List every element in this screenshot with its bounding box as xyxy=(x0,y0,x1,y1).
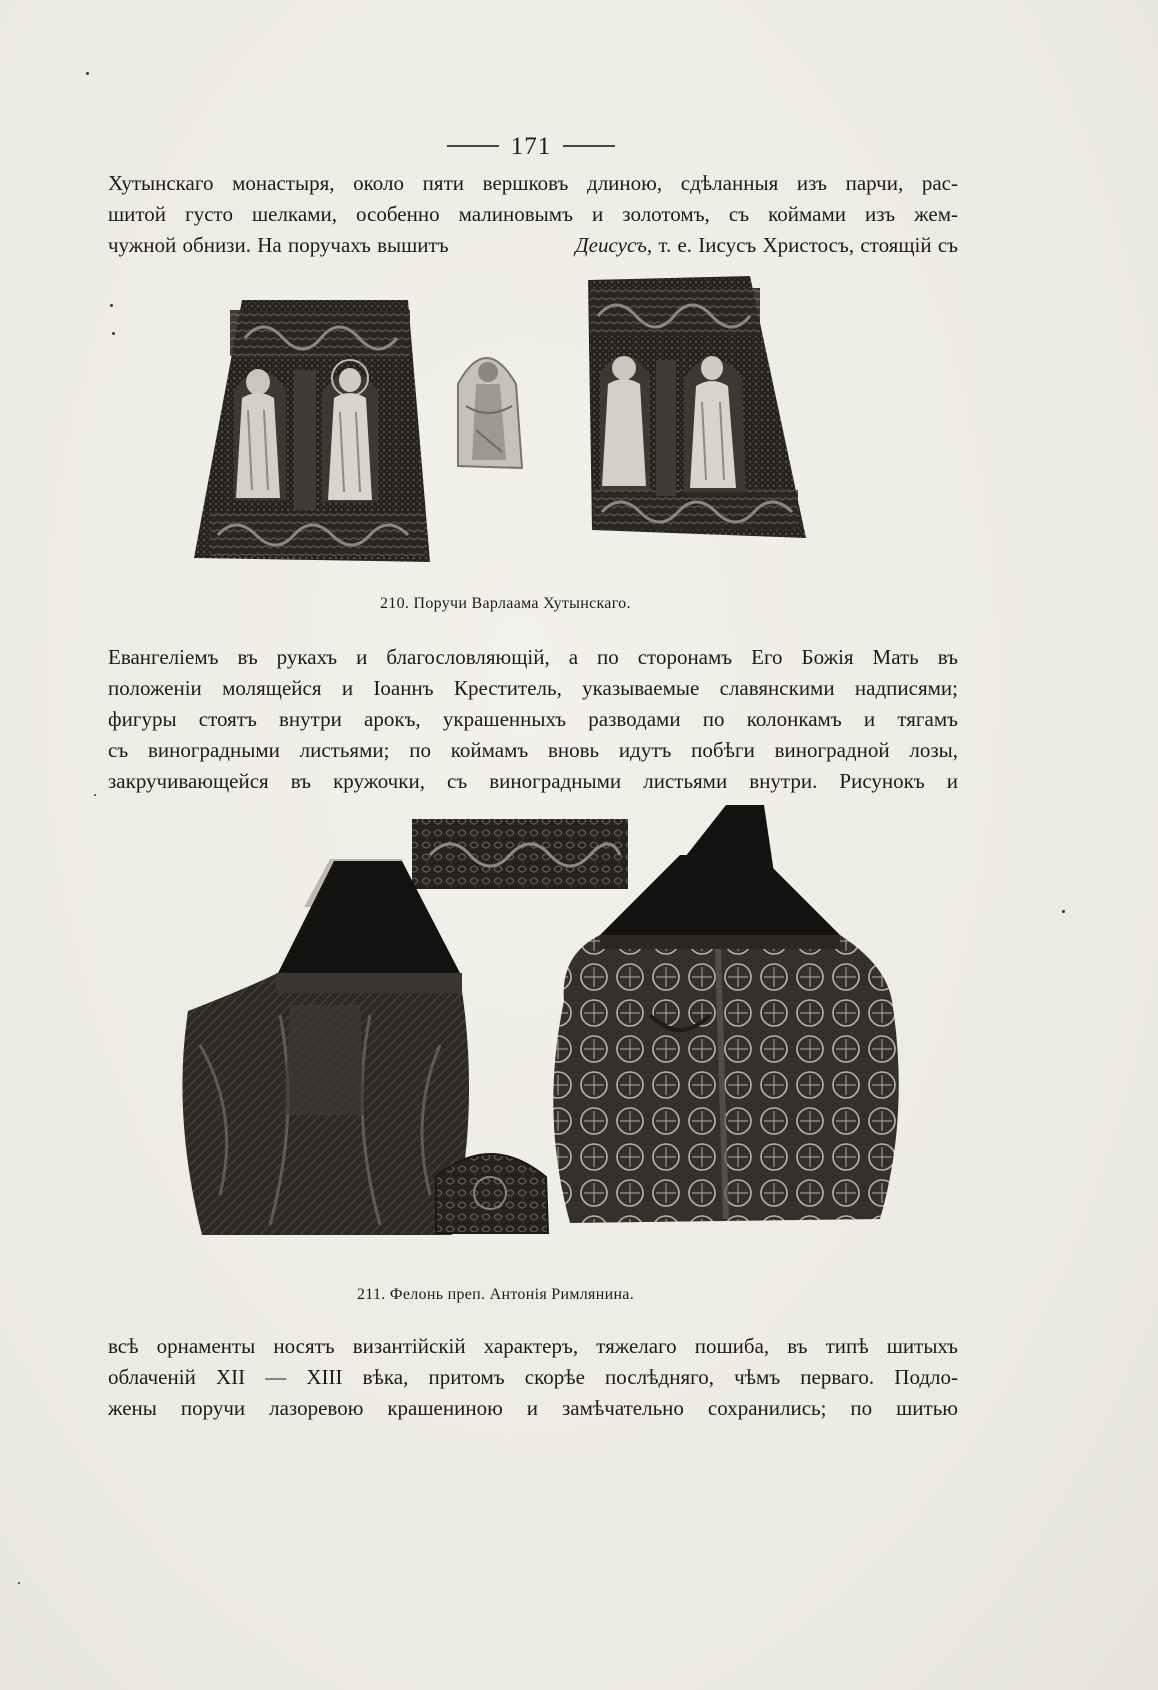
text-line: съ виноградными листьями; по коймамъ вновь идутъ побѣги виноградной лозы, xyxy=(108,738,958,762)
speck xyxy=(94,794,96,796)
page-header xyxy=(446,132,616,160)
right-cuff-panel xyxy=(588,276,806,538)
text-segment: , т. е. Іисусъ Христосъ, стоящій съ xyxy=(646,233,958,257)
speck xyxy=(110,304,113,307)
left-phelonion xyxy=(182,859,469,1235)
middle-fragment-panel xyxy=(458,358,522,468)
hood-fragment xyxy=(436,1154,548,1233)
text-line: Хутынскаго монастыря, около пяти вершковъ длиною, сдѣланныя изъ парчи, рас- xyxy=(108,171,958,195)
paragraph-middle xyxy=(108,642,958,797)
deisus-term: Деисусъ xyxy=(575,233,647,257)
text-line: положеніи молящейся и Іоаннъ Креститель, указываемые славянскими надписями; xyxy=(108,676,958,700)
text-line: всѣ орнаменты носятъ византійскій характеръ, тяжелаго пошиба, въ типѣ шитыхъ xyxy=(108,1334,958,1358)
speck xyxy=(18,1582,20,1584)
text-line xyxy=(108,230,958,261)
paragraph-top xyxy=(108,168,958,261)
text-segment: чужной обнизи. На поручахъ вышитъ xyxy=(108,233,449,257)
header-rule-right xyxy=(563,145,615,147)
figure-211-caption: 211. Фелонь преп. Антонія Римлянина. xyxy=(357,1286,635,1303)
page-number: 171 xyxy=(510,132,552,160)
speck xyxy=(86,72,89,75)
text-line: жены поручи лазоревою крашениною и замѣчательно сохранились; по шитью xyxy=(108,1396,958,1420)
text-segment-italic-wrap xyxy=(575,230,958,261)
text-line: Евангеліемъ въ рукахъ и благословляющій, а по сторонамъ Его Божія Мать въ xyxy=(108,645,958,669)
figure-210-caption: 210. Поручи Варлаама Хутынскаго. xyxy=(380,595,631,612)
text-line: шитой густо шелками, особенно малиновымъ и золотомъ, съ коймами изъ жем- xyxy=(108,202,958,226)
text-line: фигуры стоятъ внутри арокъ, украшенныхъ разводами по колонкамъ и тягамъ xyxy=(108,707,958,731)
top-band-fragment xyxy=(412,819,628,889)
text-line: закручивающейся въ кружочки, съ виноградными листьями внутри. Рисунокъ и xyxy=(108,769,958,793)
left-cuff-panel xyxy=(194,300,430,562)
figure-210-poruchi xyxy=(190,280,870,580)
header-rule-left xyxy=(447,145,499,147)
figure-211-phelonion xyxy=(180,815,940,1255)
paragraph-bottom xyxy=(108,1331,958,1424)
speck xyxy=(112,332,115,335)
speck xyxy=(1062,910,1065,913)
text-line: облаченій XII — XIII вѣка, притомъ скорѣе послѣдняго, чѣмъ перваго. Подло- xyxy=(108,1365,958,1389)
